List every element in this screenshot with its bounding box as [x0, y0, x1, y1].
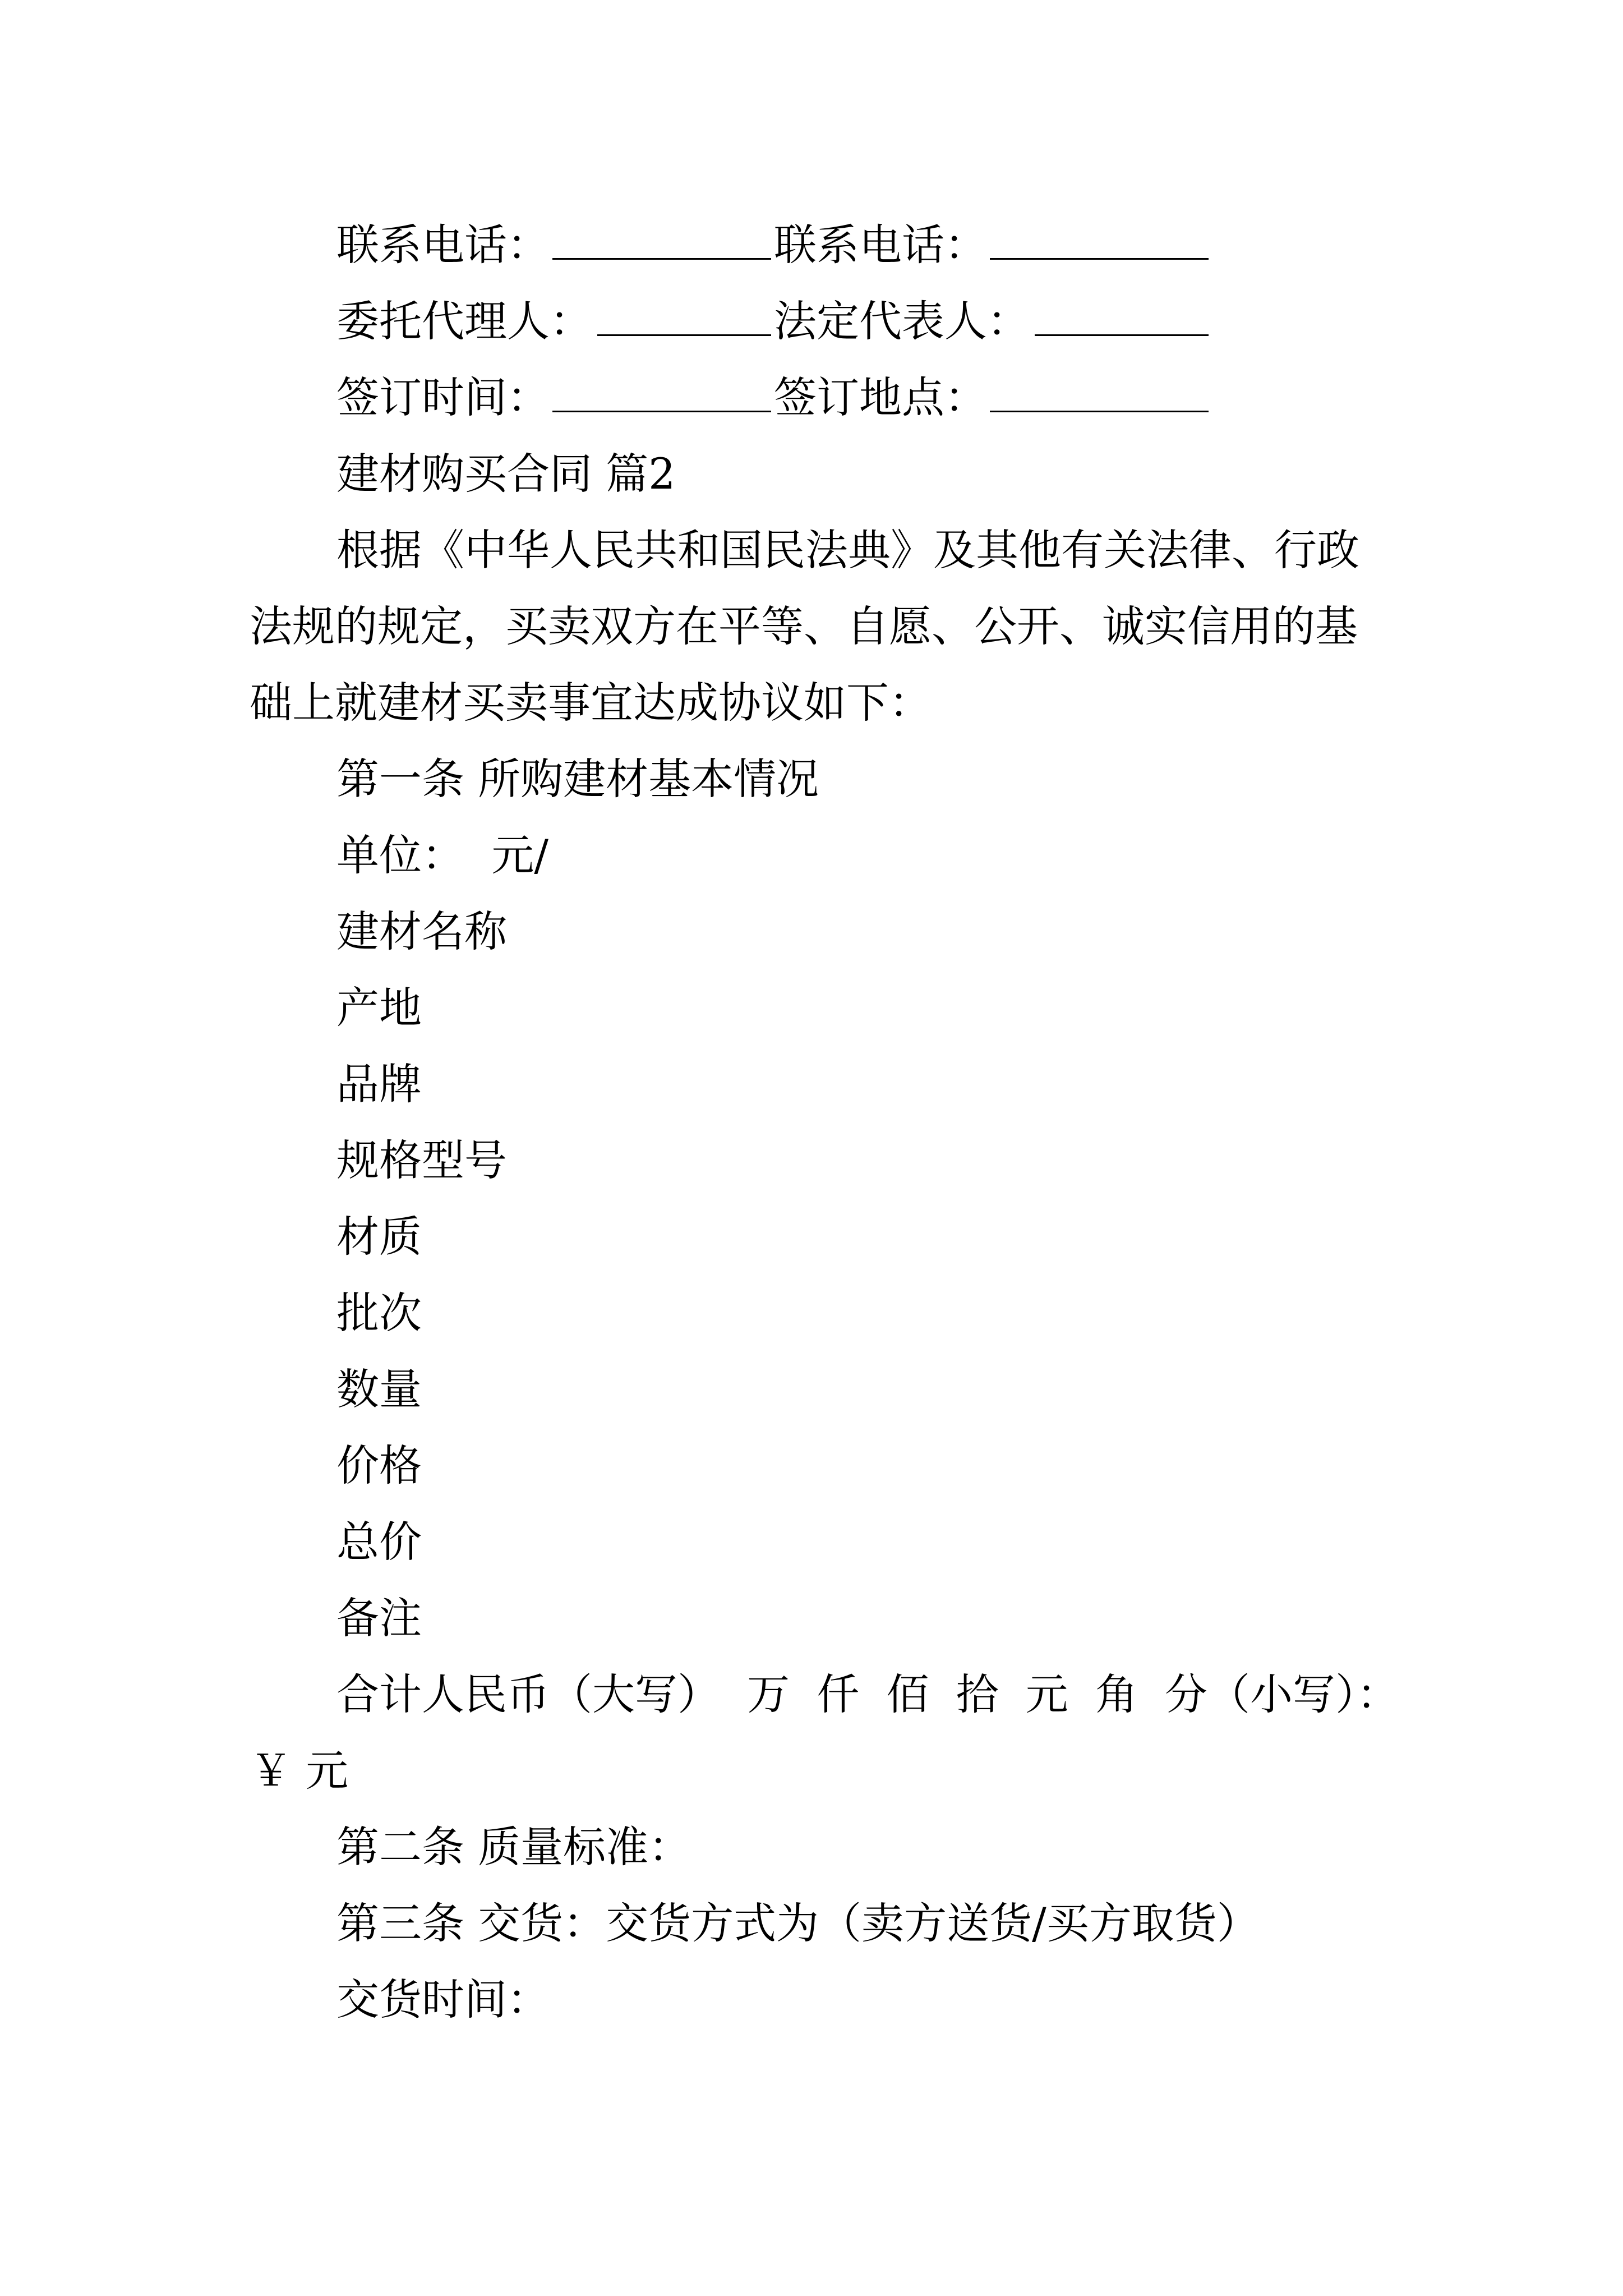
intro-line-2-row — [0, 596, 1623, 657]
article3-title: 第三条 交货：交货方式为（卖方送货/买方取货） — [336, 1898, 1260, 1948]
article2-row — [0, 1816, 1623, 1878]
total-unit-fen: 分（小写）： — [1164, 1669, 1399, 1719]
field-price: 价格 — [336, 1441, 422, 1490]
total-unit-jiao: 角 — [1095, 1669, 1138, 1719]
article2-title: 第二条 质量标准： — [336, 1822, 691, 1872]
phone-left-blank — [552, 258, 771, 260]
article3-row — [0, 1893, 1623, 1954]
agent-label: 委托代理人： — [336, 296, 592, 346]
field-row-3 — [0, 1053, 1623, 1115]
field-row-9 — [0, 1511, 1623, 1573]
total-label: 合计人民币（大写） — [336, 1669, 720, 1719]
total-unit-yuan: 元 — [1025, 1669, 1068, 1719]
sign-time-blank — [552, 411, 771, 412]
field-row-7 — [0, 1359, 1623, 1420]
article1-title-row — [0, 748, 1623, 810]
total-line-2: ￥ 元 — [250, 1746, 349, 1796]
sign-time-label: 签订时间： — [336, 372, 550, 422]
field-brand: 品牌 — [336, 1059, 422, 1109]
total-unit-wan: 万 — [747, 1669, 790, 1719]
intro-line-3: 础上就建材买卖事宜达成协议如下： — [250, 678, 932, 728]
field-material-quality: 材质 — [336, 1212, 422, 1262]
total-justified — [336, 1664, 1399, 1726]
agent-blank — [597, 334, 771, 336]
field-row-6 — [0, 1282, 1623, 1344]
sign-place-blank — [990, 411, 1209, 412]
field-row-5 — [0, 1206, 1623, 1268]
total-unit-bai: 佰 — [886, 1669, 929, 1719]
phone-row — [0, 214, 1623, 276]
field-batch: 批次 — [336, 1288, 422, 1338]
sign-place-label: 签订地点： — [774, 372, 987, 422]
unit-label: 单位： 元/ — [336, 830, 548, 880]
field-material-name: 建材名称 — [336, 907, 507, 956]
total-unit-shi: 拾 — [956, 1669, 999, 1719]
intro-line-2: 法规的规定，买卖双方在平等、自愿、公开、诚实信用的基 — [250, 601, 1358, 651]
phone-left-label: 联系电话： — [336, 220, 550, 270]
section-title-row — [0, 443, 1623, 505]
unit-row — [0, 825, 1623, 886]
delivery-time-label: 交货时间： — [336, 1975, 550, 2024]
legal-rep-blank — [1035, 334, 1209, 336]
legal-rep-label: 法定代表人： — [774, 296, 1030, 346]
intro-line-3-row — [0, 672, 1623, 734]
field-spec-model: 规格型号 — [336, 1135, 507, 1185]
phone-right-blank — [990, 258, 1209, 260]
field-remarks: 备注 — [336, 1593, 422, 1643]
total-line-2-row — [0, 1740, 1623, 1802]
delivery-time-row — [0, 1969, 1623, 2031]
field-row-1 — [0, 901, 1623, 963]
field-quantity: 数量 — [336, 1364, 422, 1414]
field-row-2 — [0, 977, 1623, 1039]
intro-line-1-row — [0, 519, 1623, 581]
field-row-8 — [0, 1435, 1623, 1497]
phone-right-label: 联系电话： — [774, 220, 987, 270]
field-row-4 — [0, 1130, 1623, 1191]
field-total-price: 总价 — [336, 1517, 422, 1567]
field-row-10 — [0, 1588, 1623, 1649]
section-title: 建材购买合同 篇2 — [336, 449, 676, 499]
total-row — [0, 1664, 1623, 1726]
field-origin: 产地 — [336, 983, 422, 1033]
intro-line-1: 根据《中华人民共和国民法典》及其他有关法律、行政 — [336, 525, 1359, 575]
sign-time-row — [0, 367, 1623, 429]
agent-row — [0, 291, 1623, 352]
total-unit-qian: 仟 — [817, 1669, 860, 1719]
article1-title: 第一条 所购建材基本情况 — [336, 754, 819, 804]
